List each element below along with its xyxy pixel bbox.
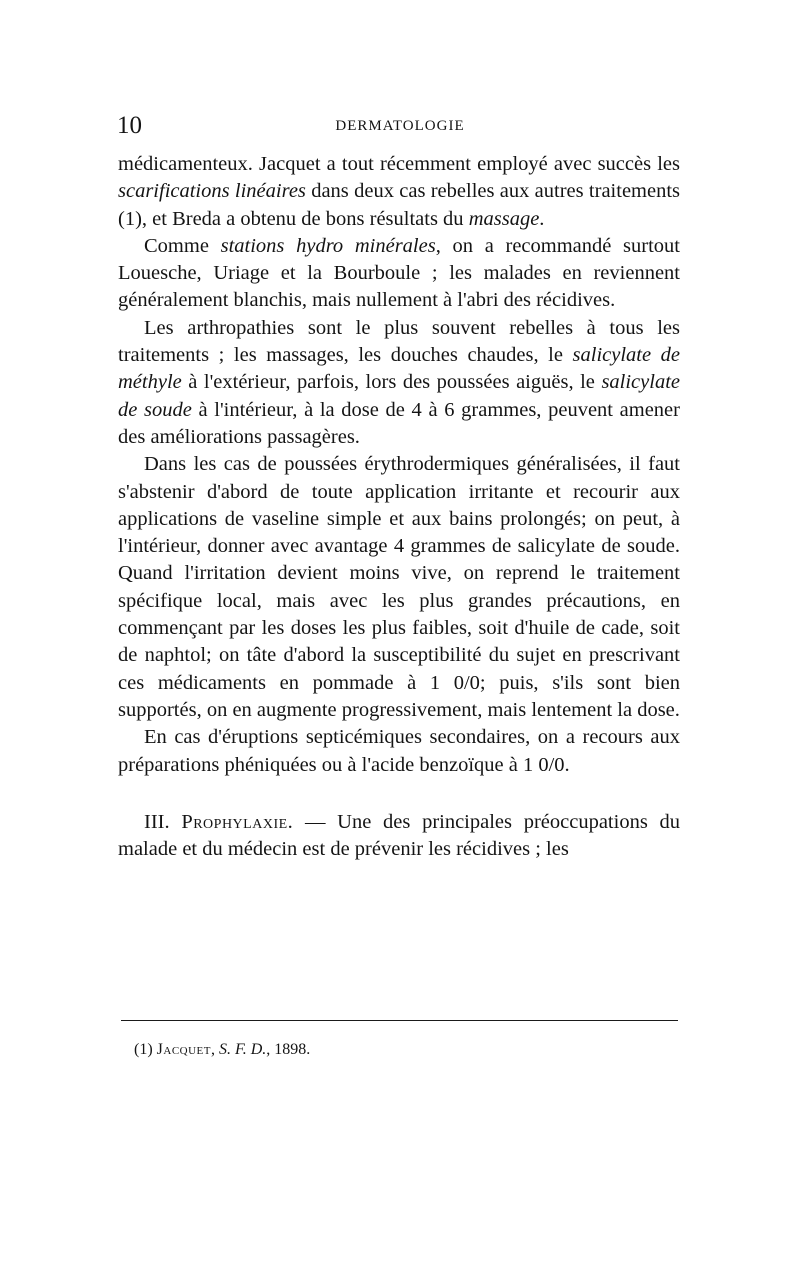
section-heading: Prophylaxie. [181,810,294,833]
body-text [118,151,680,863]
section-numeral: III. [144,810,182,833]
running-head [117,111,683,141]
paragraph-text: à l'extérieur, parfois, lors des poussées aiguës, le [181,371,602,394]
paragraph-text: — Une des principales préoccupations du malade et du médecin est de prévenir les récidives ; les [118,810,680,861]
paragraph-treatments [118,151,680,233]
italic-term: salicylate de méthyle [118,344,681,394]
page-number: 10 [117,112,142,139]
italic-term: stations hydro minérales [220,234,436,257]
running-title: DERMATOLOGIE [335,118,465,134]
paragraph-text: médicamenteux. Jacquet a tout récemment employé avec succès les [118,153,680,175]
paragraph-text: Comme [144,234,221,257]
paragraph-stations [118,233,680,315]
footnote-author: Jacquet [156,1041,211,1058]
italic-term: scarifications linéaires [118,180,306,203]
footnote [134,1040,310,1060]
paragraph-text: En cas d'éruptions septicémiques secondaires, on a recours aux préparations phéniquées ou à l'acide benzoïque à 1 0/0. [118,726,680,776]
paragraph-text: . [539,207,545,230]
paragraph-text: dans deux cas rebelles aux autres traitements (1), et Breda a obtenu de bons résultats du [118,180,681,230]
paragraph-text: Dans les cas de poussées érythrodermiques généralisées, il faut s'abstenir d'abord de toute application irritante et recourir aux applications de vaseline simple et aux bains prolongés; on peut, à l'intérieur, donner avec avantage 4 grammes de salicylate de soude. Quand l'irritation devient moins vive, on reprend le traitement spécifique local, mais avec les plus grandes précautions, en commençant par les doses les plus faibles, soit d'huile de cade, soit de naphtol; on tâte d'abord la susceptibilité du sujet en prescrivant ces médicaments en pommade à 1 0/0; puis, s'ils sont bien supportés, on en augmente progressivement, mais lentement la dose. [118,453,680,721]
paragraph-text: à l'intérieur, à la dose de 4 à 6 grammes, peuvent amener des améliorations passagères. [118,398,680,448]
italic-term: massage [468,207,540,230]
paragraph-prophylaxie [118,809,680,864]
footnote-separator: , [211,1041,219,1058]
footnote-year: , 1898. [266,1041,311,1058]
paragraph-septicemiques [118,724,680,779]
paragraph-text: , on a recommandé surtout Louesche, Uriage et la Bourboule ; les malades en reviennent généralement blanchis, mais nullement à l'abri des récidives. [118,234,680,312]
footnote-source: S. F. D. [219,1041,267,1058]
paragraph-text: Les arthropathies sont le plus souvent rebelles à tous les traitements ; les massages, les douches chaudes, le [118,316,680,367]
footnote-rule [121,1020,678,1021]
paragraph-arthropathies [118,315,680,451]
footnote-number: (1) [134,1041,157,1058]
italic-term: salicylate de soude [118,371,680,421]
paragraph-erythrodermiques [118,451,680,724]
